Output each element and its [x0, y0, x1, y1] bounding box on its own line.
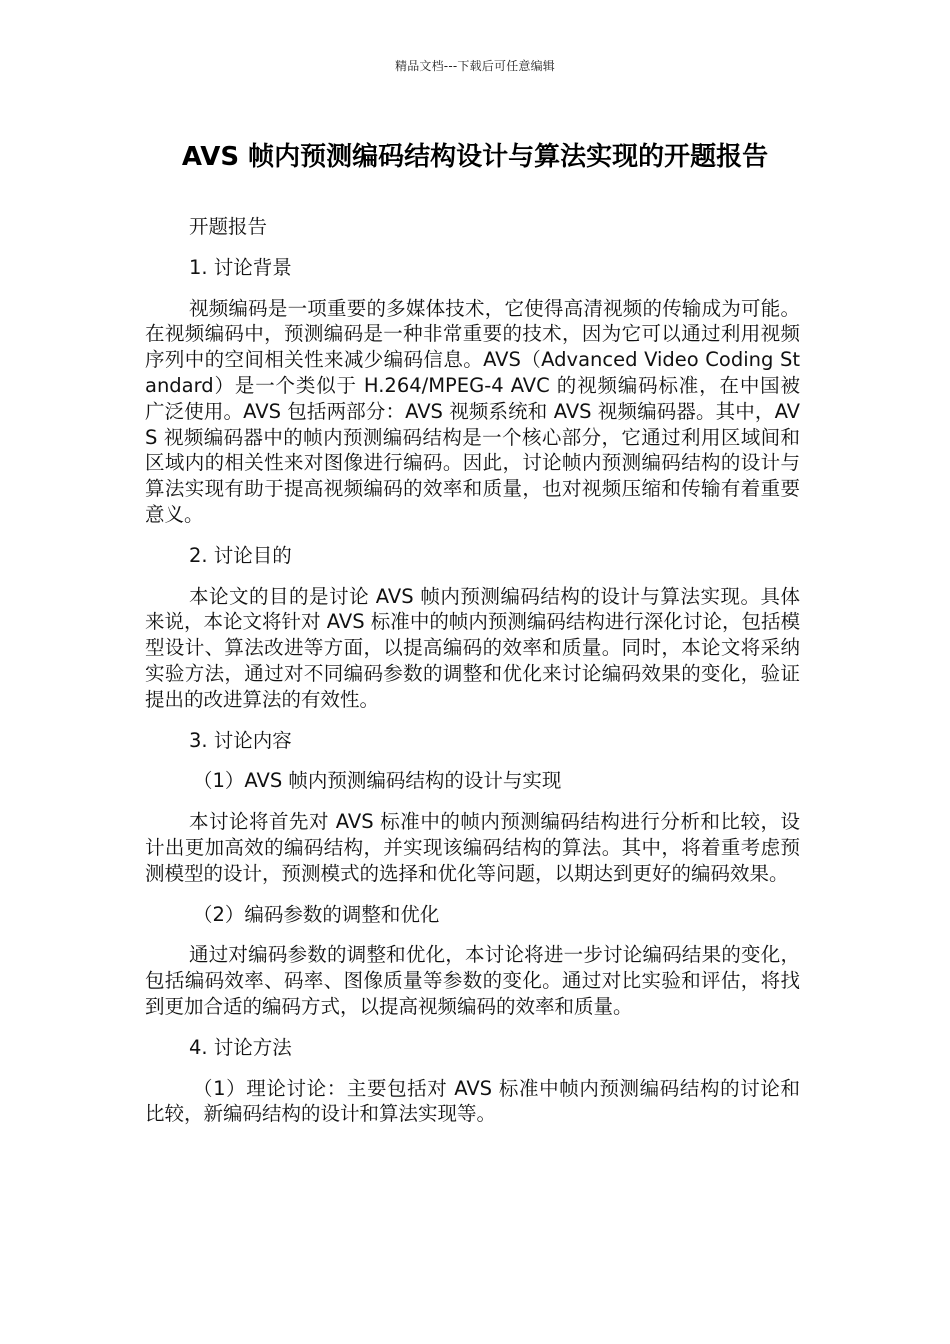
paragraph-structure-design: 本讨论将首先对 AVS 标准中的帧内预测编码结构进行分析和比较，设计出更加高效的编码结构，并实现该编码结构的算法。其中，将着重考虑预测模型的设计，预测模式的选择和优化等问题，以期达到更好的编码效果。: [145, 810, 800, 885]
section-heading-method: 4. 讨论方法: [189, 1035, 292, 1059]
paragraph-method-theory: （1）理论讨论：主要包括对 AVS 标准中帧内预测编码结构的讨论和比较，新编码结构的设计和算法实现等。: [145, 1076, 800, 1126]
subheading-structure-design: （1）AVS 帧内预测编码结构的设计与实现: [193, 769, 562, 793]
section-heading-content: 3. 讨论内容: [189, 728, 292, 752]
paragraph-purpose: 本论文的目的是讨论 AVS 帧内预测编码结构的设计与算法实现。具体来说，本论文将针对 AVS 标准中的帧内预测编码结构进行深化讨论，包括模型设计、算法改进等方面，以提高编码的效率和质量。同时，本论文将采纳实验方法，通过对不同编码参数的调整和优化来讨论编码效果的变化，验证提出的改进算法的有效性。: [145, 584, 800, 711]
subheading-parameter-tuning: （2）编码参数的调整和优化: [193, 902, 440, 926]
paragraph-background: 视频编码是一项重要的多媒体技术，它使得高清视频的传输成为可能。在视频编码中，预测编码是一种非常重要的技术，因为它可以通过利用视频序列中的空间相关性来减少编码信息。AVS（Advanced Video Coding Standard）是一个类似于 H.264/MPEG-4 AVC 的视频编码标准，在中国被广泛使用。AVS 包括两部分：AVS 视频系统和 AVS 视频编码器。其中，AVS 视频编码器中的帧内预测编码结构是一个核心部分，它通过利用区域间和区域内的相关性来对图像进行编码。因此，讨论帧内预测编码结构的设计与算法实现有助于提高视频编码的效率和质量，也对视频压缩和传输有着重要意义。: [145, 296, 800, 526]
header-note: 精品文档---下载后可任意编辑: [395, 59, 555, 73]
paragraph-parameter-tuning: 通过对编码参数的调整和优化，本讨论将进一步讨论编码结果的变化，包括编码效率、码率、图像质量等参数的变化。通过对比实验和评估，将找到更加合适的编码方式，以提高视频编码的效率和质量。: [145, 943, 800, 1018]
section-heading-purpose: 2. 讨论目的: [189, 543, 292, 567]
document-title: AVS 帧内预测编码结构设计与算法实现的开题报告: [181, 142, 769, 172]
section-label-report: 开题报告: [189, 215, 268, 238]
document-body: [145, 214, 800, 1142]
section-heading-background: 1. 讨论背景: [189, 255, 292, 279]
